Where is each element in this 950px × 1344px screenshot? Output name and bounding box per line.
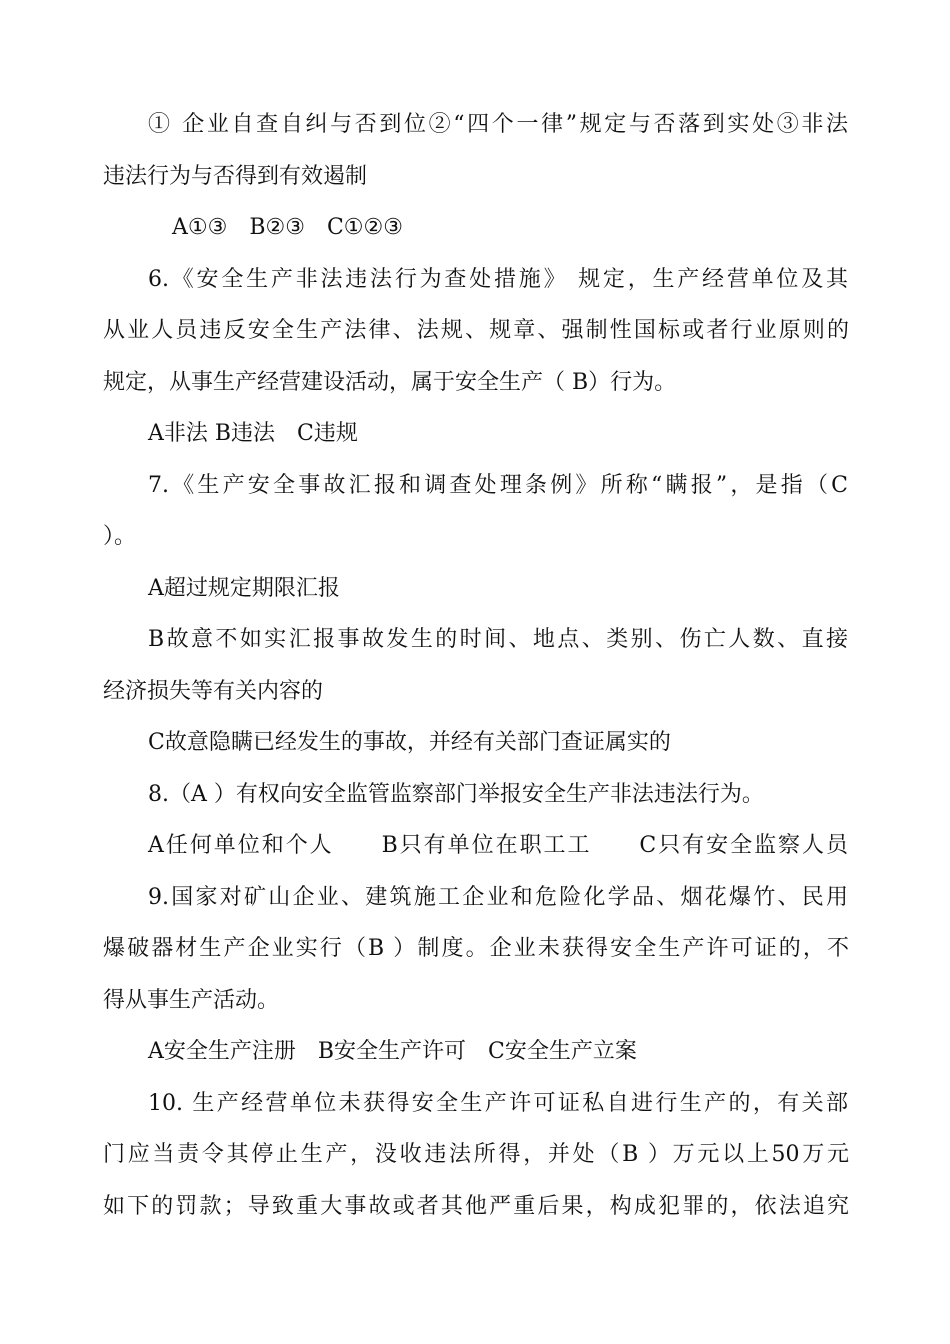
- text-line: 门应当责令其停止生产，没收违法所得，并处（B ）万元以上50万元: [103, 1142, 849, 1167]
- option-line: A安全生产注册 B安全生产许可 C安全生产立案: [148, 1039, 637, 1064]
- text-line: 规定，从事生产经营建设活动，属于安全生产（ B）行为。: [103, 370, 677, 395]
- option-line: A任何单位和个人 B只有单位在职工工 C只有安全监察人员: [148, 833, 848, 858]
- option-line: A①③ B②③ C①②③: [172, 215, 403, 240]
- text-line: ）。: [103, 524, 137, 549]
- option-line: A非法 B违法 C违规: [148, 421, 358, 446]
- question-line: 6.《安全生产非法违法行为查处措施》 规定，生产经营单位及其: [148, 267, 848, 292]
- question-line: 10. 生产经营单位未获得安全生产许可证私自进行生产的，有关部: [148, 1091, 848, 1116]
- question-line: 9.国家对矿山企业、建筑施工企业和危险化学品、烟花爆竹、民用: [148, 885, 848, 910]
- text-line: 爆破器材生产企业实行（B ）制度。企业未获得安全生产许可证的，不: [103, 936, 849, 961]
- option-line: A超过规定期限汇报: [148, 576, 340, 601]
- text-line: 违法行为与否得到有效遏制: [103, 164, 368, 189]
- text-line: ① 企业自查自纠与否到位②“四个一律”规定与否落到实处③非法: [148, 112, 848, 137]
- text-line: 如下的罚款；导致重大事故或者其他严重后果，构成犯罪的，依法追究: [103, 1194, 849, 1219]
- question-line: 7.《生产安全事故汇报和调查处理条例》所称“瞒报”，是指（C: [148, 473, 848, 498]
- question-line: 8.（A ）有权向安全监管监察部门举报安全生产非法违法行为。: [148, 782, 764, 807]
- text-line: 得从事生产活动。: [103, 988, 280, 1013]
- option-line: B故意不如实汇报事故发生的时间、地点、类别、伤亡人数、直接: [148, 627, 848, 652]
- option-line: C故意隐瞒已经发生的事故，并经有关部门查证属实的: [148, 730, 671, 755]
- text-line: 经济损失等有关内容的: [103, 679, 324, 704]
- text-line: 从业人员违反安全生产法律、法规、规章、强制性国标或者行业原则的: [103, 318, 849, 343]
